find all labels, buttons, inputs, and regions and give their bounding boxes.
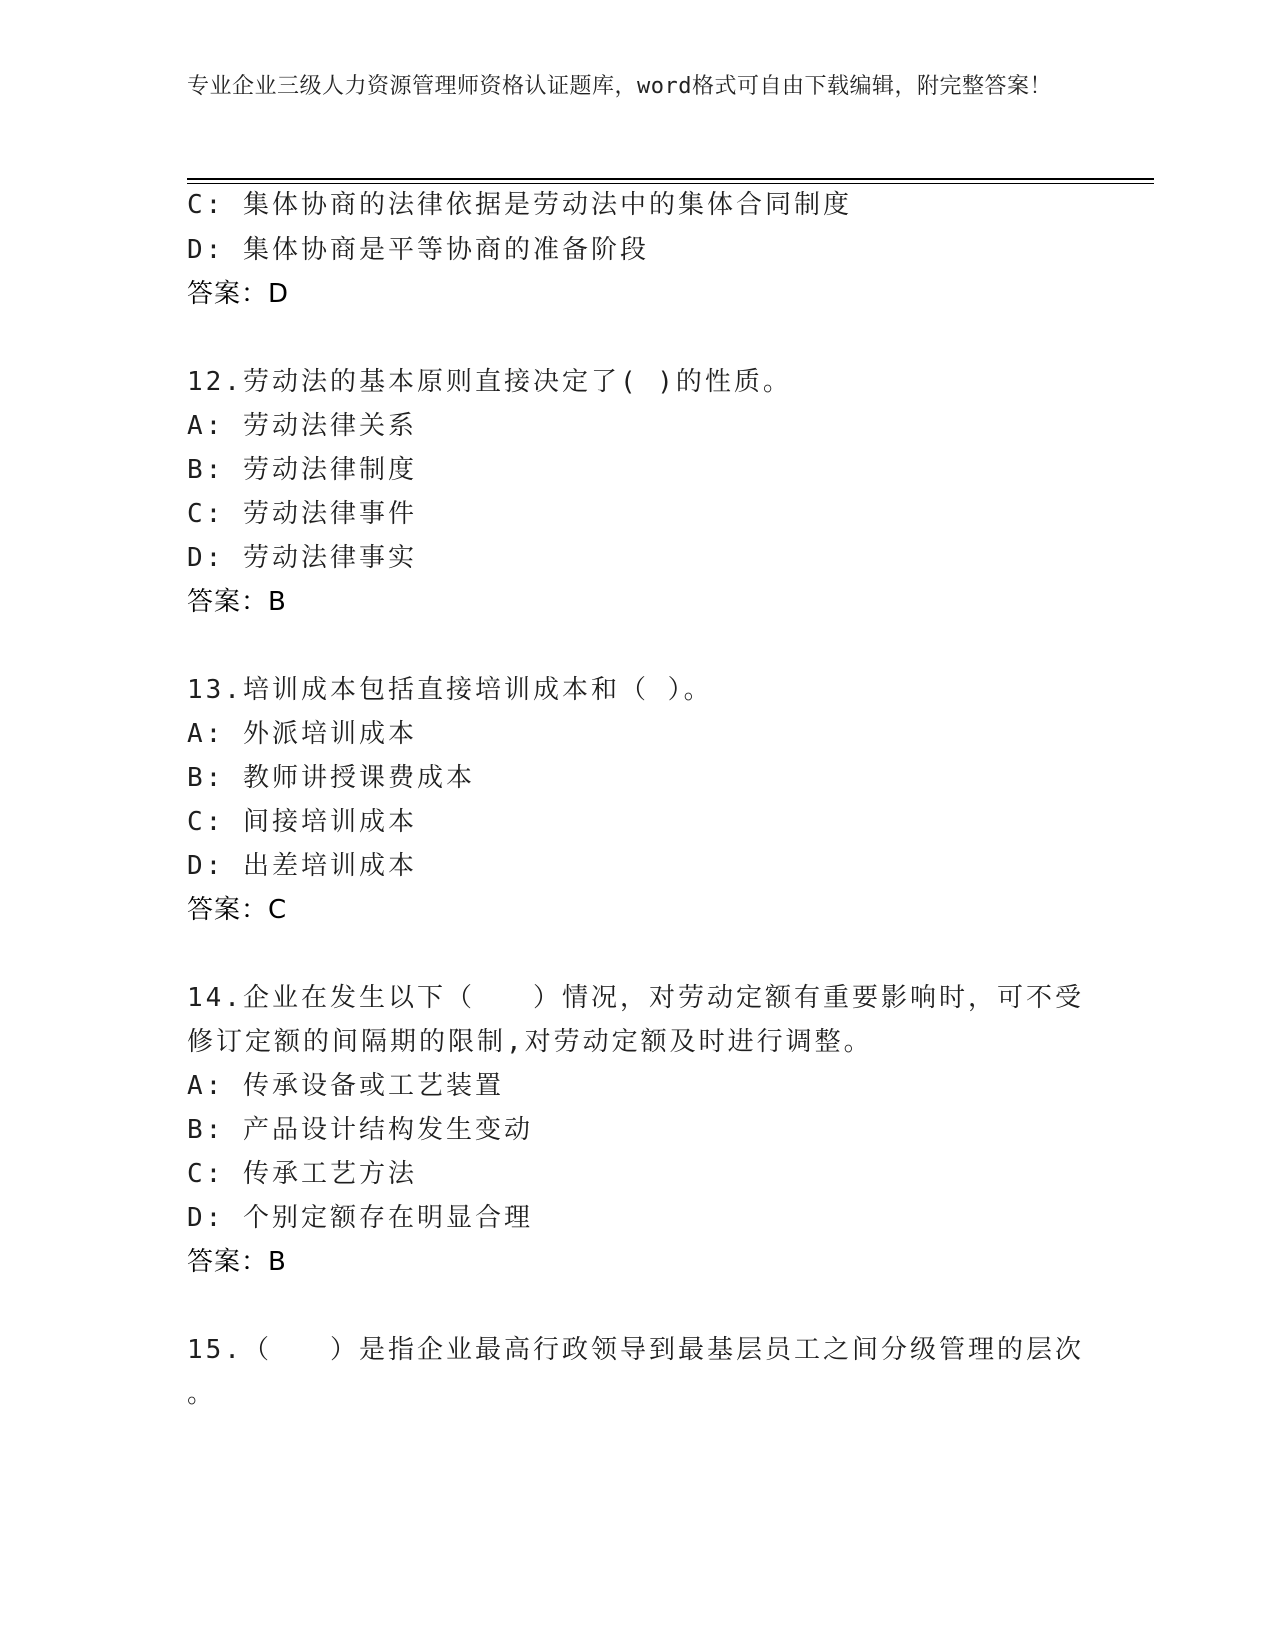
- option-a: A: 劳动法律关系: [187, 411, 417, 441]
- option-d: D: 集体协商是平等协商的准备阶段: [187, 235, 649, 265]
- option-c: C: 劳动法律事件: [187, 499, 417, 529]
- option-a: A: 外派培训成本: [187, 719, 417, 749]
- header-rule-bottom: [187, 183, 1154, 184]
- question-stem: 12.劳动法的基本原则直接决定了( )的性质。: [187, 367, 792, 397]
- option-b: B: 产品设计结构发生变动: [187, 1115, 533, 1145]
- answer-line: 答案：B: [187, 587, 287, 617]
- option-d: D: 出差培训成本: [187, 851, 417, 881]
- option-c: C: 传承工艺方法: [187, 1159, 417, 1189]
- page-header: 专业企业三级人力资源管理师资格认证题库，word格式可自由下载编辑，附完整答案！: [187, 74, 1052, 99]
- option-d: D: 劳动法律事实: [187, 543, 417, 573]
- question-stem-continued: 修订定额的间隔期的限制,对劳动定额及时进行调整。: [187, 1027, 873, 1057]
- option-b: B: 劳动法律制度: [187, 455, 417, 485]
- option-c: C: 间接培训成本: [187, 807, 417, 837]
- option-a: A: 传承设备或工艺装置: [187, 1071, 504, 1101]
- answer-line: 答案：B: [187, 1247, 287, 1277]
- header-rule-top: [187, 178, 1154, 180]
- question-stem: 13.培训成本包括直接培训成本和（ ）。: [187, 675, 713, 705]
- question-stem-continued: 。: [187, 1379, 217, 1409]
- option-c: C: 集体协商的法律依据是劳动法中的集体合同制度: [187, 190, 852, 220]
- answer-line: 答案：C: [187, 895, 288, 925]
- answer-line: 答案：D: [187, 279, 290, 309]
- question-stem: 15.（ ）是指企业最高行政领导到最基层员工之间分级管理的层次: [187, 1335, 1084, 1365]
- option-d: D: 个别定额存在明显合理: [187, 1203, 533, 1233]
- question-stem: 14.企业在发生以下（ ）情况，对劳动定额有重要影响时，可不受: [187, 983, 1084, 1013]
- option-b: B: 教师讲授课费成本: [187, 763, 475, 793]
